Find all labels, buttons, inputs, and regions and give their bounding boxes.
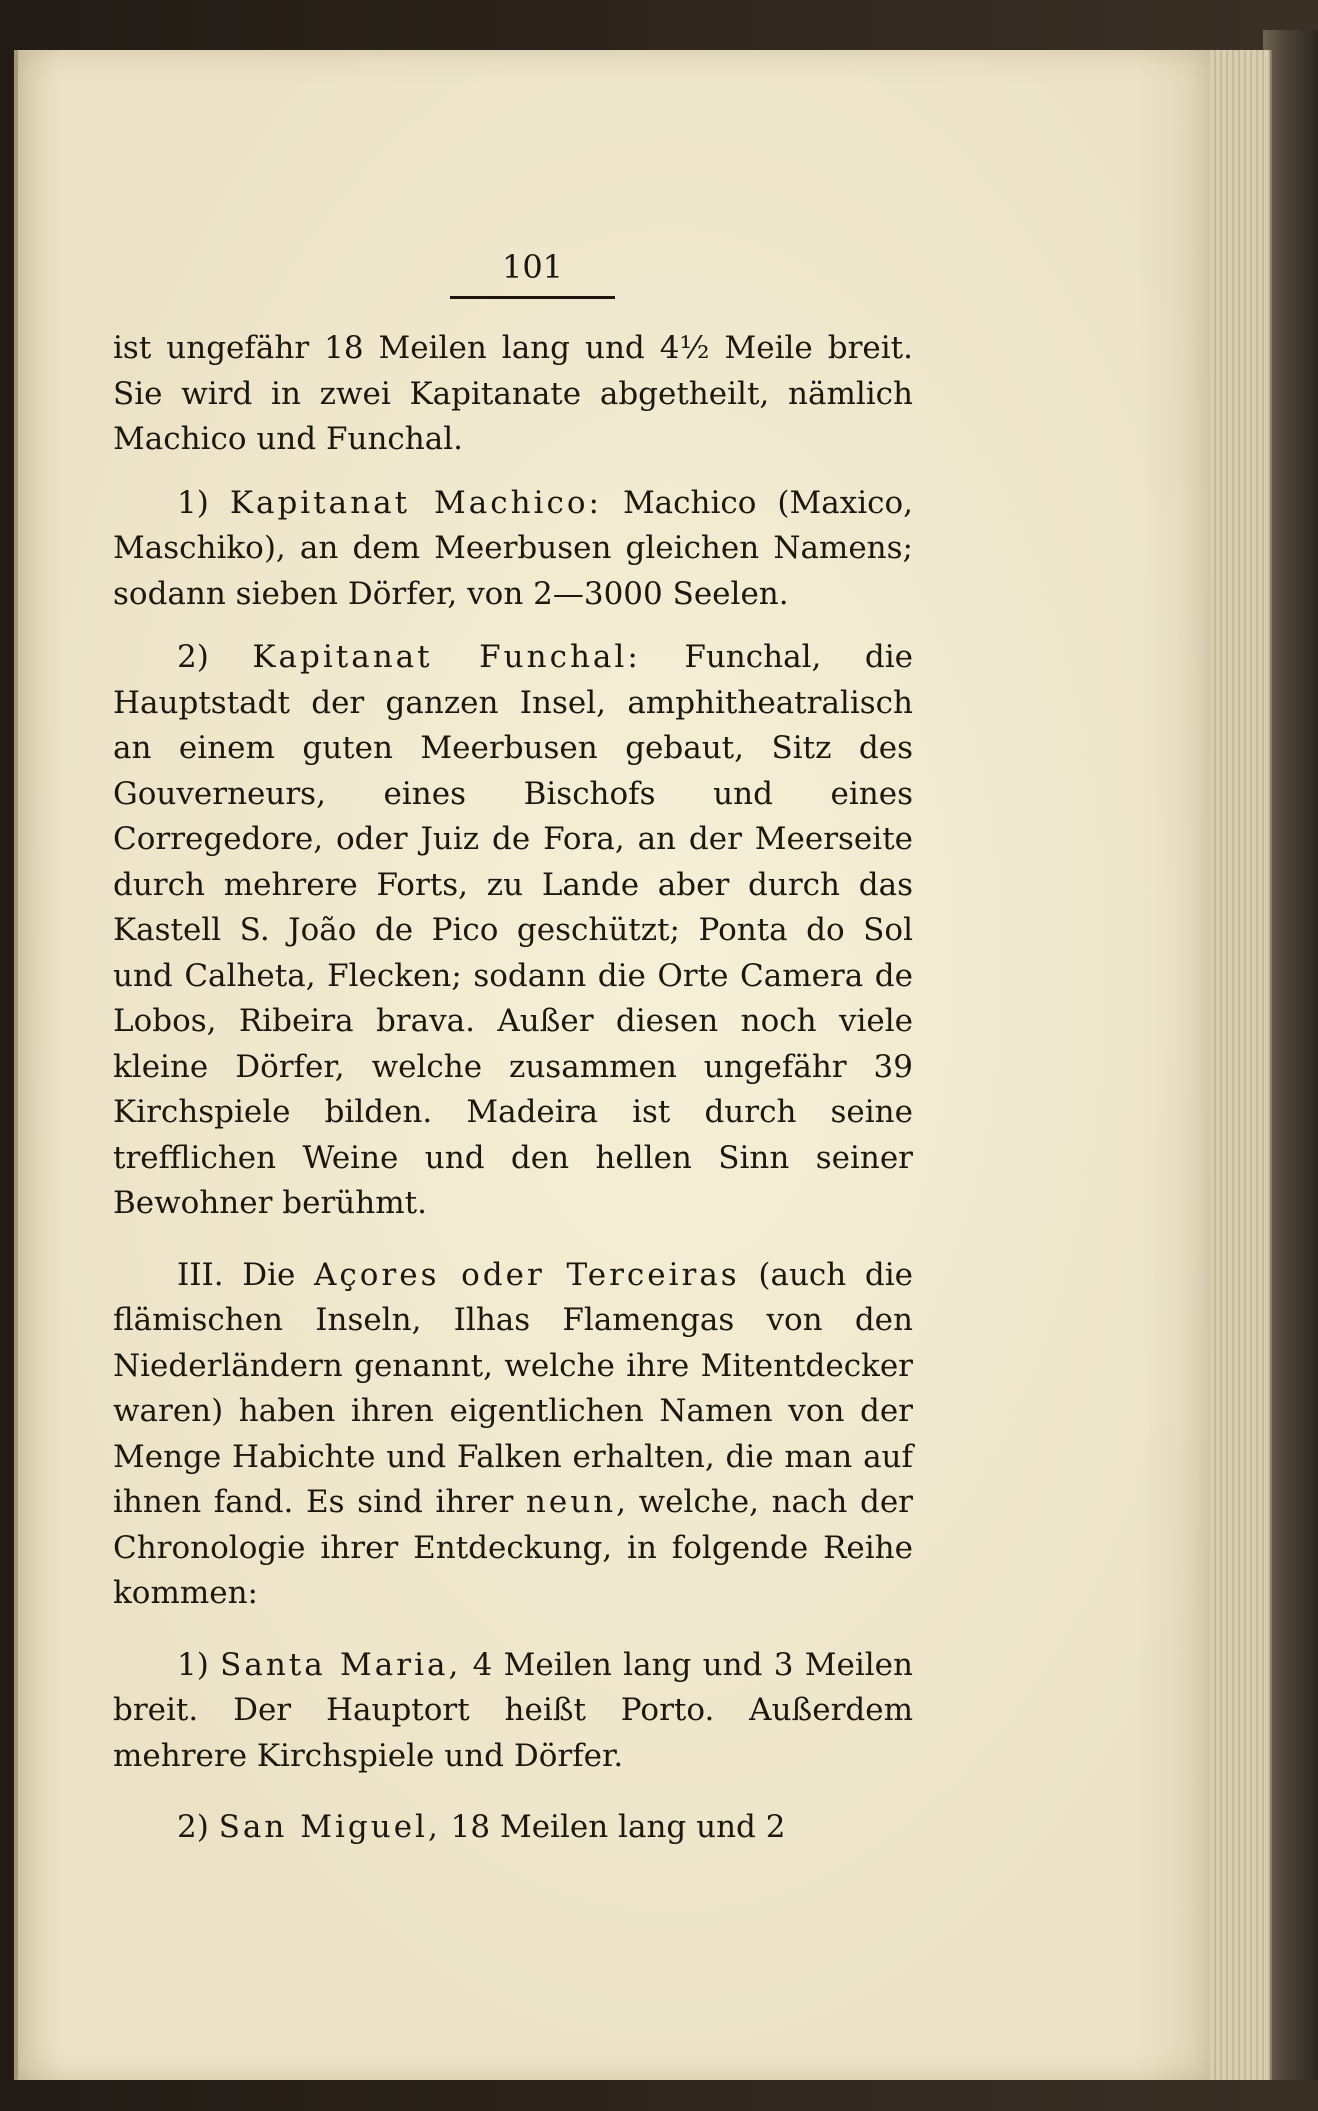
emphasis: neun [525,1484,617,1520]
paragraph-text: 18 Meilen lang und 2 [440,1809,786,1845]
paragraph-lead: Die [223,1256,314,1293]
paragraph-text: ist ungefähr 18 Meilen lang und 4½ Meile breit. Sie wird in zwei Kapitanate abgetheilt, nämlich Machico und Funchal. [113,330,913,457]
item-number: 1) [177,1646,209,1683]
paragraph-text: Funchal, die Hauptstadt der ganzen Insel, amphitheatralisch an einem guten Meerbusen gebaut, Sitz des Gouverneurs, eines Bischofs und eines Corregedore, oder Juiz de Fora, an der Meerseite durch mehrere Forts, zu Lande aber durch das Kastell S. João de Pico geschützt; Ponta do Sol und Calheta, Flecken; sodann die Orte Camera de Lobos, Ribeira brava. Außer diesen noch viele kleine Dörfer, welche zusammen ungefähr 39 Kirchspiele bilden. Madeira ist durch seine trefflichen Weine und den hellen Sinn seiner Bewohner berühmt. [113,639,913,1221]
paragraph-text: Machico (Maxico, Maschiko), an dem Meerbusen gleichen Namens; sodann sieben Dörfer, von 2—3000 Seelen. [113,484,913,612]
paragraph-1 [113,326,913,463]
section-heading: Kapitanat Funchal: [252,639,641,675]
section-number: III. [177,1256,224,1293]
page-edges [1205,50,1272,2080]
section-heading: Açores oder Terceiras [314,1256,740,1293]
section-heading: San Miguel, [218,1809,441,1845]
paragraph-funchal [113,635,913,1227]
section-heading: Santa Maria, [220,1646,462,1683]
section-heading: Kapitanat Machico: [229,484,602,521]
paragraph-text: 4 Meilen lang und 3 Meilen breit. Der Hauptort heißt Porto. Außerdem mehrere Kirchspiele und Dörfer. [113,1646,913,1774]
paragraph-san-miguel [113,1805,913,1851]
item-number: 2) [177,1809,209,1845]
paragraph-santa-maria [113,1643,913,1780]
page-text [113,326,913,1851]
paragraph-acores [113,1253,913,1617]
paragraph-machico [113,481,913,618]
page-number: 101 [450,248,615,299]
paragraph-text: (auch die flämischen Inseln, Ilhas Flamengas von den Niederländern genannt, welche ihre Mitentdecker waren) haben ihren eigentlichen Namen von der Menge Habichte und Falken erhalten, die man auf ihnen fand. Es sind ihrer [113,1256,913,1520]
page-gutter [14,50,18,2080]
item-number: 2) [177,639,209,675]
item-number: 1) [177,484,209,521]
paragraph-text: , welche, nach der Chronologie ihrer Entdeckung, in folgende Reihe kommen: [113,1484,913,1611]
